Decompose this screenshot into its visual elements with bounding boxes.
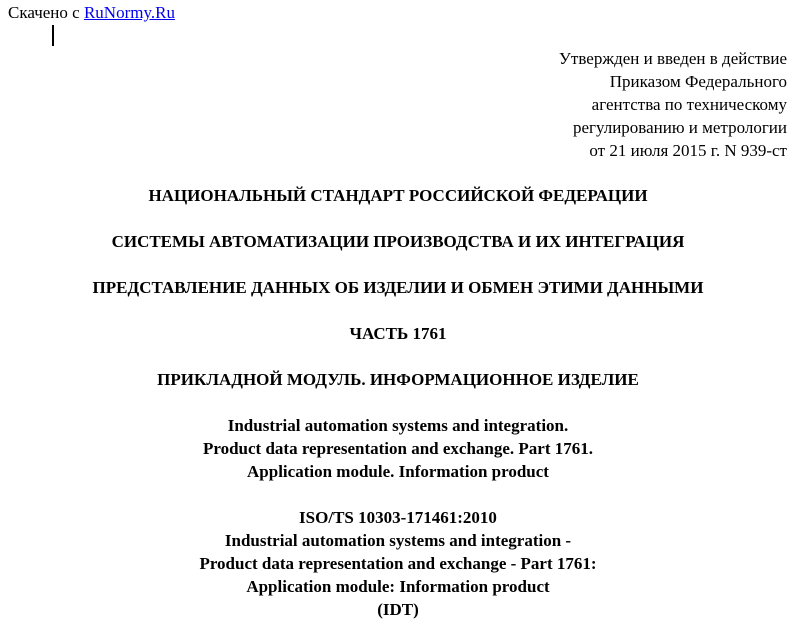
english-title-line: Industrial automation systems and integration. — [227, 416, 569, 435]
english-title-line: Application module. Information product — [247, 462, 549, 481]
national-standard-heading: НАЦИОНАЛЬНЫЙ СТАНДАРТ РОССИЙСКОЙ ФЕДЕРАЦИИ — [148, 186, 648, 205]
approval-line: Приказом Федерального — [609, 72, 787, 91]
approval-line: от 21 июля 2015 г. N 939-ст — [589, 141, 787, 160]
iso-title-line: Industrial automation systems and integration - — [224, 531, 572, 550]
iso-code: ISO/TS 10303-171461:2010 — [299, 508, 497, 527]
module-heading: ПРИКЛАДНОЙ МОДУЛЬ. ИНФОРМАЦИОННОЕ ИЗДЕЛИЕ — [157, 370, 639, 389]
approval-line: регулированию и метрологии — [572, 118, 787, 137]
iso-title-line: Product data representation and exchange - Part 1761: — [199, 554, 597, 573]
source-prefix: Скачено с — [8, 3, 84, 22]
source-link[interactable]: RuNormy.Ru — [83, 3, 175, 22]
iso-equivalence: (IDT) — [377, 600, 419, 619]
approval-line: Утвержден и введен в действие — [558, 49, 787, 68]
series-heading: СИСТЕМЫ АВТОМАТИЗАЦИИ ПРОИЗВОДСТВА И ИХ ИНТЕГРАЦИЯ — [111, 232, 685, 251]
iso-block — [0, 506, 790, 621]
iso-title-line: Application module: Information product — [246, 577, 550, 596]
part-heading: ЧАСТЬ 1761 — [349, 324, 447, 343]
subseries-heading: ПРЕДСТАВЛЕНИЕ ДАННЫХ ОБ ИЗДЕЛИИ И ОБМЕН ЭТИМИ ДАННЫМИ — [92, 278, 704, 297]
approval-line: агентства по техническому — [591, 95, 787, 114]
source-line — [8, 3, 175, 23]
text-cursor — [52, 25, 54, 46]
approval-block — [559, 47, 787, 162]
english-title-line: Product data representation and exchange. Part 1761. — [202, 439, 594, 458]
english-title-block — [0, 414, 790, 483]
